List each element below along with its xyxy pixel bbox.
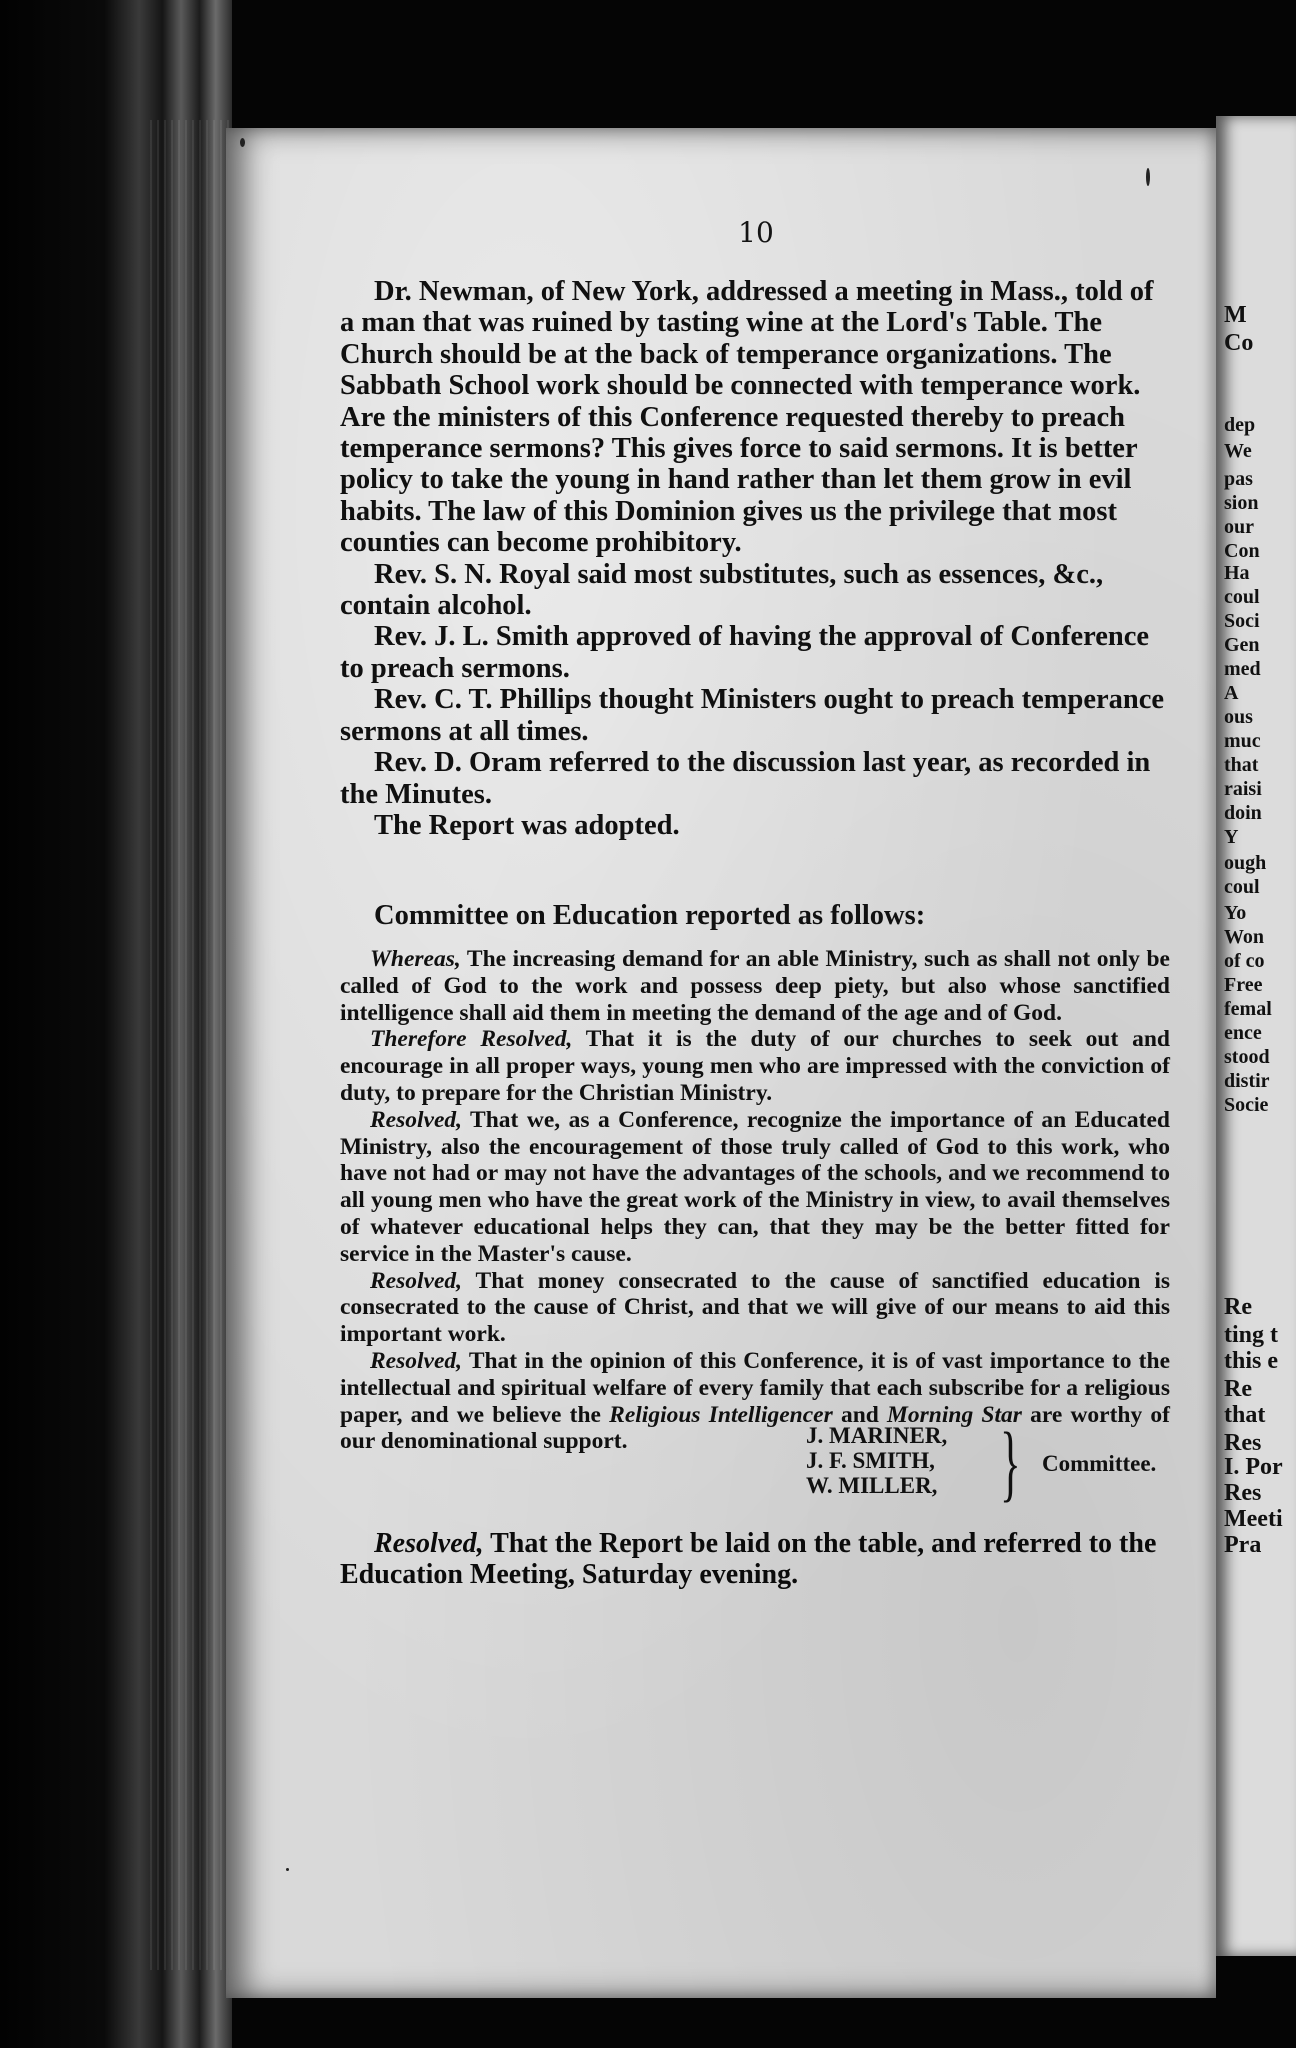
facing-page-fragment: this e <box>1224 1348 1278 1374</box>
facing-page-fragment: pas <box>1224 468 1253 490</box>
facing-page-fragment: raisi <box>1224 778 1262 800</box>
facing-page-fragment: Co <box>1224 330 1254 356</box>
resolution-text: and <box>832 1401 888 1428</box>
resolution-text: That in the opinion of this Conference, it is of vast importance to the intellectual and spiritual welfare of every family that each subscribe for a religious paper, and we believe the <box>340 1347 1170 1428</box>
facing-page-fragment: muc <box>1224 730 1261 752</box>
facing-page <box>1216 116 1296 1956</box>
facing-page-fragment: ous <box>1224 706 1253 728</box>
facing-page-fragment: Free <box>1224 974 1263 996</box>
resolution-lead: Therefore Resolved, <box>370 1026 573 1053</box>
facing-page-fragment: doin <box>1224 802 1262 824</box>
facing-page-fragment: Re <box>1224 1294 1252 1320</box>
committee-member: J. MARINER, <box>806 1423 948 1448</box>
facing-page-fragment: Yo <box>1224 902 1247 924</box>
committee-member: W. MILLER, <box>806 1473 938 1498</box>
resolution-text: are worthy of our denominational support. <box>340 1401 1171 1455</box>
facing-page-fragment: dep <box>1224 414 1256 436</box>
facing-page-fragment: Y <box>1224 826 1239 848</box>
committee-member: J. F. SMITH, <box>806 1448 935 1473</box>
facing-page-fragment: Pra <box>1224 1532 1262 1558</box>
facing-page-fragment: Res <box>1224 1480 1262 1506</box>
brace-symbol: } <box>1000 1414 1021 1510</box>
resolution <box>340 1026 1170 1106</box>
resolution-lead: Whereas, <box>370 946 461 972</box>
resolutions <box>340 946 1170 1455</box>
resolution-lead: Resolved, <box>370 1347 463 1374</box>
facing-page-fragment: our <box>1224 516 1254 538</box>
facing-page-fragment: femal <box>1224 998 1272 1020</box>
resolution-lead: Resolved, <box>370 1267 463 1294</box>
paragraph: Rev. C. T. Phillips thought Ministers ought to preach temperance sermons at all times. <box>340 684 1165 747</box>
committee-label: Committee. <box>1042 1451 1157 1476</box>
facing-page-fragment: Con <box>1224 540 1260 562</box>
newspaper-title: Morning Star <box>887 1401 1022 1428</box>
resolution <box>340 1107 1170 1268</box>
paragraph: Dr. Newman, of New York, addressed a meeting in Mass., told of a man that was ruined by tasting wine at the Lord's Table. The Church should be at the back of temperance organizations. The Sabbath School work should be connected with temperance work. Are the ministers of this Conference requested thereby to preach temperance sermons? This gives force to said sermons. It is better policy to take the young in hand rather than let them grow in evil habits. The law of this Dominion gives us the privilege that most counties can become prohibitory. <box>340 276 1154 559</box>
facing-page-fragment: Soci <box>1224 610 1260 632</box>
book-page <box>226 128 1216 1998</box>
facing-page-fragment: med <box>1224 658 1261 680</box>
facing-page-fragment: M <box>1224 302 1247 328</box>
paragraph: Rev. D. Oram referred to the discussion last year, as recorded in the Minutes. <box>340 747 1151 810</box>
scan-speck <box>240 138 245 147</box>
resolution-text: That the Report be laid on the table, and referred to the Education Meeting, Saturday evening. <box>340 1528 1157 1590</box>
resolution-text: That it is the duty of our churches to seek out and encourage in all proper ways, young men who are impressed with the conviction of duty, to prepare for the Christian Ministry. <box>340 1026 1170 1106</box>
facing-page-fragment: ough <box>1224 852 1267 874</box>
paragraph: Rev. J. L. Smith approved of having the approval of Conference to preach sermons. <box>340 621 1150 684</box>
facing-page-fragment: sion <box>1224 492 1259 514</box>
facing-page-fragment: Socie <box>1224 1094 1269 1116</box>
facing-page-fragment: ting t <box>1224 1322 1278 1348</box>
paragraph: The Report was adopted. <box>374 809 680 841</box>
facing-page-fragment: Gen <box>1224 634 1260 656</box>
facing-page-fragment: I. Por <box>1224 1454 1283 1480</box>
facing-page-fragment: Ha <box>1224 562 1250 584</box>
scan-speck <box>1146 168 1150 186</box>
facing-page-fragment: stood <box>1224 1046 1270 1068</box>
facing-page-fragment: We <box>1224 440 1252 462</box>
resolution-text: That we, as a Conference, recognize the importance of an Educated Ministry, also the encouragement of those truly called of God to this work, who have not had or may not have the advantages of the schools, and we recommend to all young men who have the great work of the Ministry in view, to avail themselves of whatever educational helps they can, that they may be the better fitted for service in the Master's cause. <box>340 1106 1170 1267</box>
facing-page-fragment: coul <box>1224 586 1260 608</box>
resolution-lead: Resolved, <box>370 1106 463 1133</box>
main-text <box>340 276 1170 841</box>
committee-members <box>806 1423 947 1498</box>
facing-page-fragment: Meeti <box>1224 1506 1283 1532</box>
page-number: 10 <box>738 216 774 249</box>
education-heading: Committee on Education reported as follows: <box>374 900 926 931</box>
resolution <box>340 946 1170 1026</box>
resolution <box>340 1268 1170 1348</box>
facing-page-fragment: coul <box>1224 876 1260 898</box>
page-edges <box>150 120 230 1970</box>
facing-page-fragment: that <box>1224 754 1259 776</box>
final-resolution <box>340 1528 1170 1590</box>
facing-page-fragment: ence <box>1224 1022 1262 1044</box>
facing-page-fragment: Re <box>1224 1376 1252 1402</box>
facing-page-fragment: Won <box>1224 926 1265 948</box>
facing-page-fragment: A <box>1224 682 1239 704</box>
facing-page-fragment: distir <box>1224 1070 1270 1092</box>
resolution-lead: Resolved, <box>374 1528 484 1559</box>
resolution <box>340 1528 1170 1590</box>
paragraph: Rev. S. N. Royal said most substitutes, such as essences, &c., contain alcohol. <box>340 558 1104 622</box>
facing-page-fragment: that <box>1224 1402 1266 1428</box>
scan-speck <box>286 1868 289 1871</box>
facing-page-fragment: of co <box>1224 950 1265 972</box>
resolution-text: The increasing demand for an able Ministry, such as shall not only be called of God to the work and possess deep piety, but also whose sanctified intelligence shall aid them in meeting the demand of the age and of God. <box>340 946 1170 1026</box>
resolution-text: That money consecrated to the cause of sanctified education is consecrated to the cause of Christ, and that we will give of our means to aid this important work. <box>340 1267 1170 1348</box>
newspaper-title: Religious Intelligencer <box>609 1401 833 1428</box>
facing-page-fragment: Res <box>1224 1430 1262 1456</box>
